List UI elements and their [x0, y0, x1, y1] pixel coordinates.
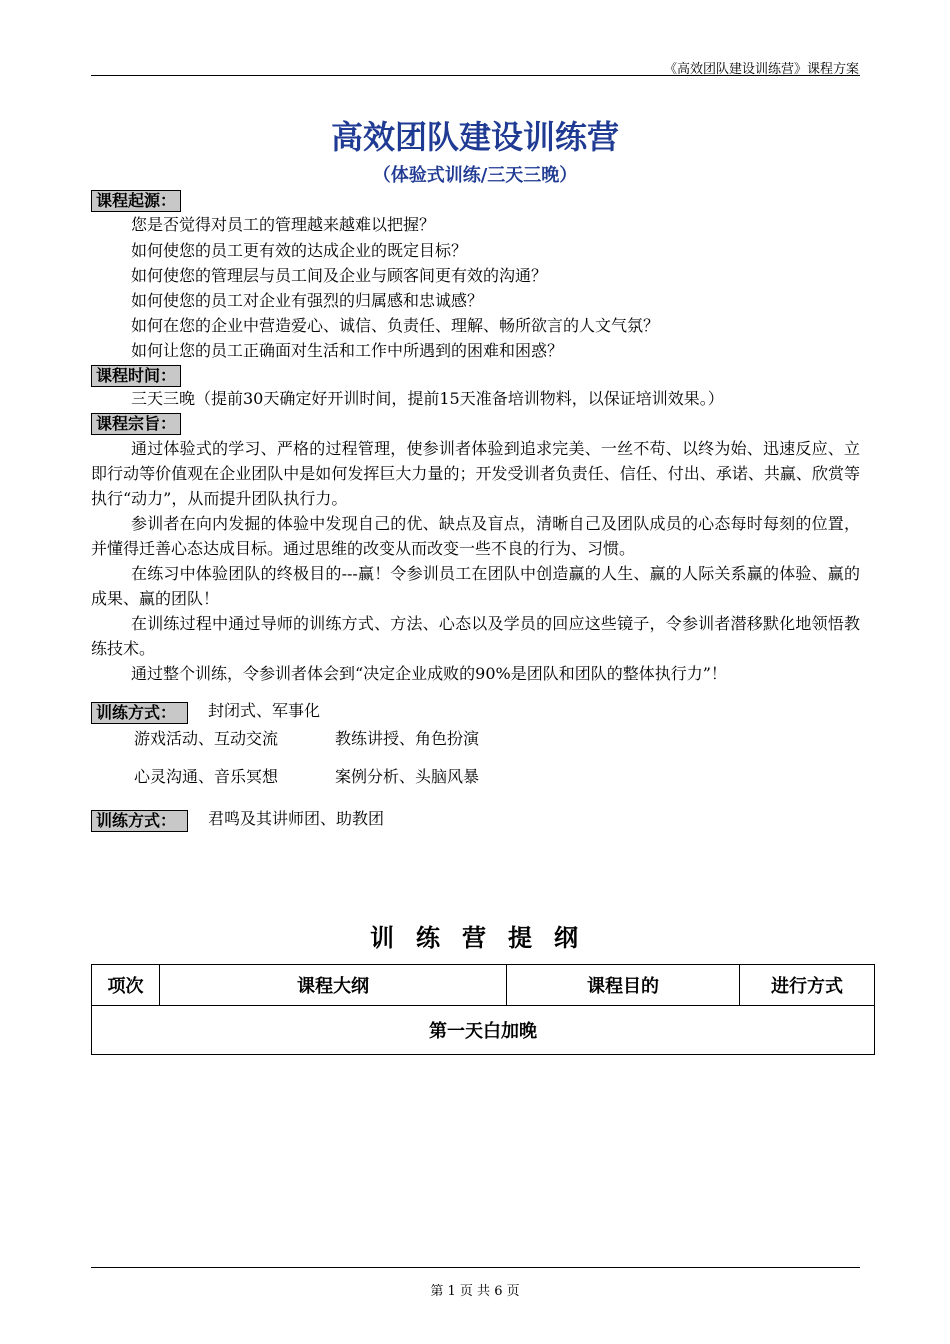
origin-line: 如何使您的员工更有效的达成企业的既定目标？ [131, 241, 468, 260]
outline-title-char: 练 [416, 924, 442, 952]
page-number: 第 1 页 共 6 页 [430, 1284, 520, 1299]
header-rule [91, 75, 860, 76]
footer-rule [91, 1267, 860, 1268]
purpose-paragraph: 在练习中体验团队的终极目的---赢！令参训员工在团队中创造赢的人生、赢的人际关系赢的体验、赢的成果、赢的团队！ [91, 564, 860, 608]
outline-table [91, 964, 875, 1055]
purpose-label: 课程宗旨： [91, 413, 181, 435]
outline-title [0, 918, 950, 953]
origin-line: 如何使您的员工对企业有强烈的归属感和忠诚感？ [131, 291, 484, 310]
table-header-row [92, 965, 875, 1006]
outline-title-char: 训 [370, 924, 396, 952]
time-label: 课程时间： [91, 365, 181, 387]
header-outline: 课程大纲 [160, 965, 507, 1006]
origin-label: 课程起源： [91, 190, 181, 212]
day1-row: 第一天白加晚 [92, 1006, 875, 1055]
trainers-label: 训练方式： [91, 810, 188, 832]
outline-title-char: 营 [462, 924, 488, 952]
page-header-text: 《高效团队建设训练营》课程方案 [663, 62, 859, 77]
purpose-paragraph: 在训练过程中通过导师的训练方式、方法、心态以及学员的回应这些镜子，令参训者潜移默化地领悟教练技术。 [91, 614, 860, 658]
document-title: 高效团队建设训练营 [330, 118, 619, 156]
outline-title-char: 提 [508, 924, 534, 952]
purpose-paragraph: 参训者在向内发掘的体验中发现自己的优、缺点及盲点，清晰自己及团队成员的心态每时每刻的位置，并懂得迁善心态达成目标。通过思维的改变从而改变一些不良的行为、习惯。 [91, 514, 860, 558]
origin-line: 如何让您的员工正确面对生活和工作中所遇到的困难和困惑？ [131, 341, 564, 360]
trainers-value: 君鸣及其讲师团、助教团 [208, 809, 385, 828]
document-subtitle: （体验式训练/三天三晚） [372, 165, 578, 186]
origin-line: 您是否觉得对员工的管理越来越难以把握？ [131, 215, 436, 234]
header-item-no: 项次 [92, 965, 160, 1006]
method-item: 教练讲授、角色扮演 [335, 729, 480, 748]
origin-line: 如何使您的管理层与员工间及企业与顾客间更有效的沟通？ [131, 266, 548, 285]
header-purpose: 课程目的 [507, 965, 740, 1006]
table-row [92, 1006, 875, 1055]
outline-title-char: 纲 [554, 924, 580, 952]
time-text: 三天三晚（提前30天确定好开训时间，提前15天准备培训物料，以保证培训效果。） [131, 389, 724, 408]
method-label: 训练方式： [91, 702, 188, 724]
purpose-paragraph: 通过体验式的学习、严格的过程管理，使参训者体验到追求完美、一丝不苟、以终为始、迅速反应、立即行动等价值观在企业团队中是如何发挥巨大力量的；开发受训者负责任、信任、付出、承诺、共赢、欣赏等执行“动力”，从而提升团队执行力。 [91, 439, 860, 508]
purpose-paragraph: 通过整个训练，令参训者体会到“决定企业成败的90%是团队和团队的整体执行力”！ [131, 664, 727, 683]
method-value: 封闭式、军事化 [208, 701, 321, 720]
method-item: 心灵沟通、音乐冥想 [134, 767, 279, 786]
method-item: 案例分析、头脑风暴 [335, 767, 480, 786]
header-method: 进行方式 [740, 965, 875, 1006]
method-item: 游戏活动、互动交流 [134, 729, 279, 748]
origin-line: 如何在您的企业中营造爱心、诚信、负责任、理解、畅所欲言的人文气氛？ [131, 316, 660, 335]
